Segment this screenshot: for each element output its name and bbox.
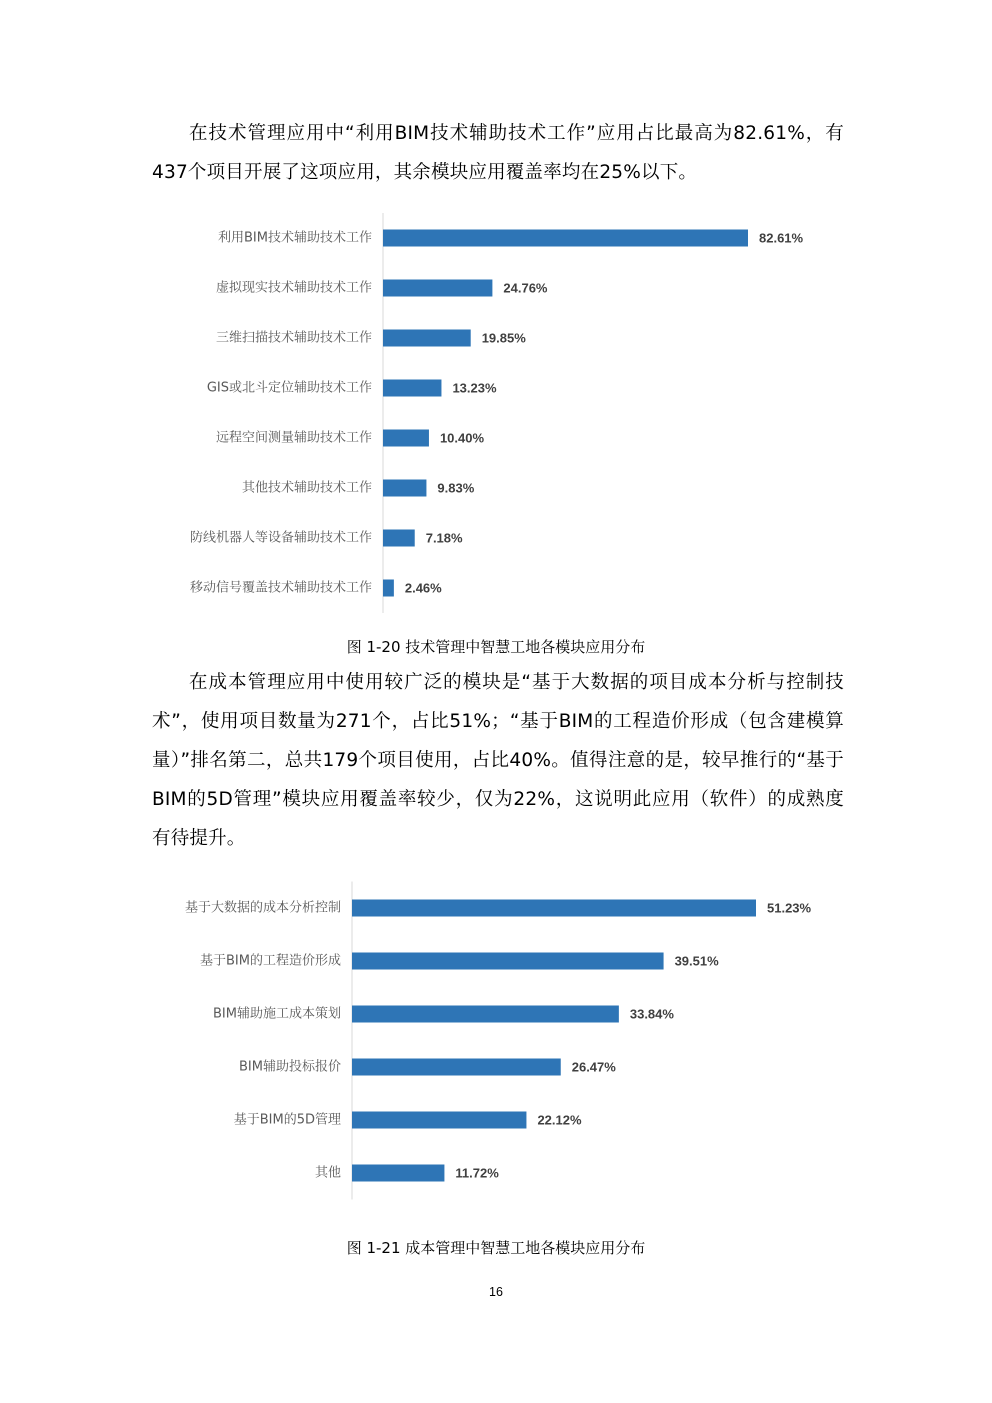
data-label: 11.72% — [455, 1165, 499, 1181]
chart-svg — [150, 882, 850, 1200]
bar — [383, 530, 415, 547]
bar — [383, 430, 429, 447]
cost-management-bar-chart — [150, 882, 850, 1200]
bar — [383, 380, 441, 397]
figure-caption-1-20: 图 1-20 技术管理中智慧工地各模块应用分布 — [346, 638, 646, 656]
intro-paragraph-technical: 在技术管理应用中“利用BIM技术辅助技术工作”应用占比最高为82.61%，有437个项目开展了这项应用，其余模块应用覆盖率均在25%以下。 — [152, 123, 844, 183]
technical-management-bar-chart — [150, 215, 850, 605]
data-label: 2.46% — [404, 580, 442, 596]
category-label: BIM辅助投标报价 — [239, 1059, 341, 1075]
category-label: 基于BIM的工程造价形成 — [200, 953, 341, 969]
category-label: GIS或北斗定位辅助技术工作 — [206, 380, 372, 396]
bar — [352, 1006, 619, 1023]
category-label: 移动信号覆盖技术辅助技术工作 — [189, 580, 372, 596]
category-label: 远程空间测量辅助技术工作 — [215, 430, 372, 446]
intro-paragraph-cost: 在成本管理应用中使用较广泛的模块是“基于大数据的项目成本分析与控制技术”，使用项目数量为271个，占比51%；“基于BIM的工程造价形成（包含建模算量）”排名第二，总共179个项目使用，占比40%。值得注意的是，较早推行的“基于BIM的5D管理”模块应用覆盖率较少，仅为22%，这说明此应用（软件）的成熟度有待提升。 — [152, 672, 844, 849]
category-label: 其他技术辅助技术工作 — [241, 480, 372, 496]
bar — [352, 1059, 561, 1076]
data-label: 82.61% — [759, 230, 804, 246]
bar — [352, 1165, 444, 1182]
bar — [352, 1112, 526, 1129]
bar — [352, 900, 756, 917]
bar — [383, 580, 394, 597]
data-label: 24.76% — [503, 280, 548, 296]
category-label: 三维扫描技术辅助技术工作 — [215, 330, 372, 346]
bar — [352, 953, 664, 970]
data-label: 33.84% — [629, 1006, 674, 1022]
data-label: 19.85% — [481, 330, 526, 346]
category-label: 虚拟现实技术辅助技术工作 — [215, 280, 372, 296]
category-label: BIM辅助施工成本策划 — [213, 1006, 341, 1022]
page-number: 16 — [489, 1285, 503, 1299]
category-label: 利用BIM技术辅助技术工作 — [218, 230, 372, 246]
bar — [383, 330, 471, 347]
chart-svg — [150, 215, 850, 605]
data-label: 39.51% — [674, 953, 719, 969]
data-label: 7.18% — [425, 530, 463, 546]
category-label: 防线机器人等设备辅助技术工作 — [189, 530, 372, 546]
data-label: 51.23% — [767, 900, 812, 916]
bar — [383, 480, 426, 497]
data-label: 13.23% — [452, 380, 497, 396]
category-label: 基于BIM的5D管理 — [233, 1112, 341, 1128]
data-label: 10.40% — [439, 430, 485, 446]
figure-caption-1-21: 图 1-21 成本管理中智慧工地各模块应用分布 — [346, 1239, 646, 1257]
data-label: 26.47% — [571, 1059, 616, 1075]
category-label: 其他 — [314, 1165, 341, 1181]
bar — [383, 230, 748, 247]
data-label: 22.12% — [537, 1112, 582, 1128]
bar — [383, 280, 492, 297]
category-label: 基于大数据的成本分析控制 — [184, 900, 341, 916]
data-label: 9.83% — [437, 480, 475, 496]
